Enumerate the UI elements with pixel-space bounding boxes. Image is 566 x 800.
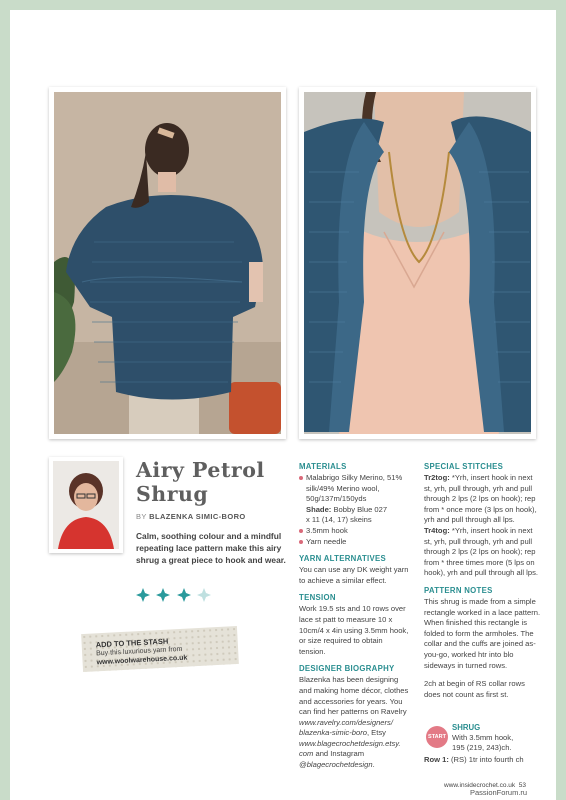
- special-stitches-section: [424, 462, 542, 579]
- stash-box: [81, 626, 239, 672]
- designer-photo: [49, 457, 123, 553]
- yarn-alternatives-heading: YARN ALTERNATIVES: [299, 554, 386, 564]
- back-view-illustration: [54, 92, 281, 434]
- designer-text-1: Blazenka has been designing and making home décor, clothes and accessories for years. You can find her patterns on Ravelry: [299, 675, 409, 717]
- author-name: BLAZENKA SIMIC-BORO: [149, 512, 246, 521]
- tr2tog-text: *Yrh, insert hook in next st, yrh, pull through, yrh and pull through 2 lps (2 lps on hook); rep from * once more (3 lps on hook), yrh and pull through all lps.: [424, 473, 537, 525]
- materials-section: [299, 462, 411, 547]
- shrug-section: [452, 723, 544, 753]
- magazine-page: [10, 10, 556, 800]
- watermark: PassionForum.ru: [470, 788, 528, 797]
- designer-text-2: , Etsy: [366, 728, 386, 738]
- difficulty-rating: [136, 588, 213, 606]
- star-filled-icon: [136, 588, 150, 602]
- page-number: 53: [518, 782, 527, 789]
- shrug-front-photo: [299, 87, 536, 439]
- tr2tog-label: Tr2tog:: [424, 473, 450, 482]
- byline: [136, 512, 246, 521]
- materials-hook: 3.5mm hook: [299, 526, 411, 537]
- tr4tog-label: Tr4tog:: [424, 525, 450, 535]
- stash-heading: ADD TO THE STASH: [95, 636, 169, 650]
- start-badge: START: [426, 726, 448, 748]
- designer-bio: [299, 675, 411, 770]
- instagram-link[interactable]: @blagecrochetdesign: [299, 760, 373, 770]
- article-title: [136, 458, 296, 506]
- row-1-text: (RS) 1tr into fourth ch: [451, 755, 524, 764]
- pattern-notes-text-2: 2ch at begin of RS collar rows does not count as first st.: [424, 679, 525, 699]
- pattern-notes-section: [424, 586, 542, 700]
- row-1-label: Row 1:: [424, 755, 449, 764]
- designer-text-3: and Instagram: [315, 749, 365, 759]
- shrug-back-photo: [49, 87, 286, 439]
- designer-section: [299, 664, 411, 770]
- intro-text: Calm, soothing colour and a mindful repeating lace pattern make this airy shrug a great piece to hook and wear.: [136, 531, 286, 565]
- designer-heading: DESIGNER BIOGRAPHY: [299, 664, 395, 674]
- star-filled-icon: [177, 588, 191, 602]
- tension-heading: TENSION: [299, 593, 336, 603]
- materials-needle: Yarn needle: [299, 537, 411, 548]
- tension-section: [299, 593, 411, 657]
- shrug-heading: SHRUG: [452, 723, 481, 732]
- tension-text: Work 19.5 sts and 10 rows over lace st patt to measure 10 x 10cm/4 x 4in using 3.5mm hook, or size required to obtain tension.: [299, 604, 409, 656]
- designer-text-4: .: [372, 760, 375, 770]
- tr4tog-text: *Yrh, insert hook in next st, yrh, pull through, yrh and pull through 2 lps (2 lps on hook); rep from * three times more (5 lps on hook), yrh and pull through all lps.: [424, 525, 538, 578]
- pattern-notes-heading: PATTERN NOTES: [424, 585, 493, 595]
- row-1-instruction: [424, 755, 524, 764]
- designer-portrait: [53, 461, 119, 549]
- special-stitches-heading: SPECIAL STITCHES: [424, 462, 504, 471]
- column-materials: [299, 462, 411, 778]
- front-view-illustration: [304, 92, 531, 434]
- yarn-description: Malabrigo Silky Merino, 51% silk/49% Merino wool, 50g/137m/150yds: [306, 473, 403, 504]
- yarn-alternatives-section: [299, 554, 411, 586]
- shade-label: Shade:: [306, 504, 332, 514]
- title-line-1: Airy Petrol: [136, 458, 265, 482]
- stash-text: Buy this luxurious yarn from: [95, 645, 183, 658]
- title-line-2: Shrug: [136, 482, 209, 506]
- shade-value: Bobby Blue 027: [333, 504, 388, 514]
- materials-yarn: [299, 473, 411, 526]
- materials-heading: MATERIALS: [299, 462, 347, 471]
- etsy-link[interactable]: www.blagecrochetdesign.etsy. com: [299, 738, 401, 759]
- column-stitches: [424, 462, 542, 707]
- shrug-line-1: With 3.5mm hook,: [452, 733, 514, 742]
- pattern-notes-text-1: This shrug is made from a simple rectangle worked in a lace pattern. When finished this rectangle is folded to form the armholes. The collar and the cuffs are joined as-you-go, worked htr into blo sideways in turned rows.: [424, 596, 541, 670]
- stash-link[interactable]: www.woolwarehouse.co.uk: [96, 654, 188, 667]
- tr4tog-instruction: [424, 526, 542, 579]
- tr2tog-instruction: [424, 473, 542, 526]
- star-filled-icon: [156, 588, 170, 602]
- yarn-alternatives-text: You can use any DK weight yarn to achieve a similar effect.: [299, 565, 409, 585]
- ravelry-link[interactable]: www.ravelry.com/designers/ blazenka-simic-boro: [299, 717, 393, 738]
- skein-count: x 11 (14, 17) skeins: [306, 515, 372, 525]
- footer-site: www.insidecrochet.co.uk: [444, 782, 516, 789]
- shrug-line-2: 195 (219, 243)ch.: [452, 743, 512, 752]
- byline-prefix: BY: [136, 512, 147, 521]
- star-empty-icon: [197, 588, 211, 602]
